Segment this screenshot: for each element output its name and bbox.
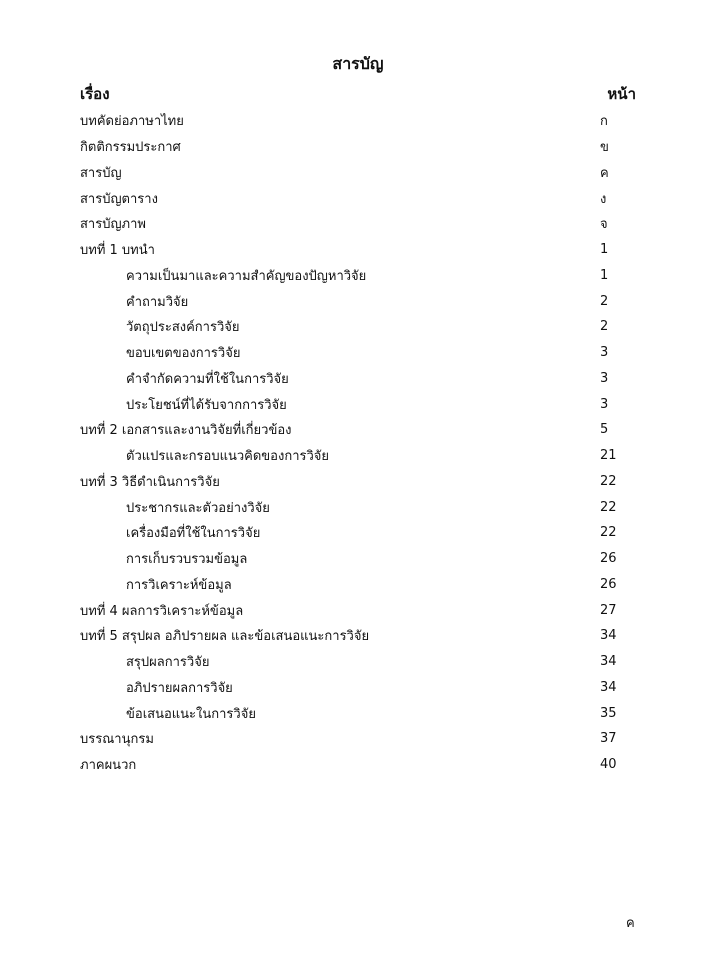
toc-entry-page: 27	[600, 602, 617, 618]
toc-entry-page: 21	[600, 448, 617, 464]
toc-entry-title: อภิปรายผลการวิจัย	[126, 680, 233, 696]
toc-entry-title: สารบัญตาราง	[80, 191, 158, 207]
toc-entry-title: เครื่องมือที่ใช้ในการวิจัย	[126, 526, 261, 542]
toc-entry-page: 2	[600, 319, 609, 335]
toc-entry-title: ประชากรและตัวอย่างวิจัย	[126, 500, 270, 516]
toc-entry	[80, 314, 620, 340]
toc-entry-title: สรุปผลการวิจัย	[126, 655, 210, 671]
toc-entry-page: 34	[600, 679, 617, 695]
toc-entry-page: 26	[600, 551, 617, 567]
toc-entry-page: 40	[600, 757, 617, 773]
toc-entry	[80, 546, 620, 572]
toc-header	[80, 82, 636, 102]
toc-entry	[80, 366, 620, 392]
toc-entry	[80, 391, 620, 417]
toc-entry-title: สารบัญ	[80, 165, 122, 181]
toc-entry-title: การเก็บรวบรวมข้อมูล	[126, 552, 248, 568]
toc-entry	[80, 675, 620, 701]
toc-entry-page: ข	[600, 140, 609, 156]
topic-column-header: เรื่อง	[80, 85, 110, 103]
toc-entry-page: 1	[600, 267, 609, 283]
toc-entry-title: บทที่ 5 สรุปผล อภิปรายผล และข้อเสนอแนะการวิจัย	[80, 629, 370, 645]
toc-entry-page: 34	[600, 654, 617, 670]
toc-entry	[80, 443, 620, 469]
toc-entry	[80, 160, 620, 186]
toc-entry	[80, 288, 620, 314]
toc-entry-page: 2	[600, 293, 609, 309]
toc-entry	[80, 623, 620, 649]
page-title: สารบัญ	[332, 54, 384, 73]
toc-entry-page: 37	[600, 731, 617, 747]
toc-entry	[80, 752, 620, 778]
toc-entry-title: บรรณานุกรม	[80, 732, 154, 748]
toc-entry-page: 22	[600, 499, 617, 515]
toc-entry-title: บทคัดย่อภาษาไทย	[80, 114, 184, 130]
toc-entry	[80, 211, 620, 237]
toc-entry	[80, 417, 620, 443]
toc-entry	[80, 726, 620, 752]
toc-entry	[80, 134, 620, 160]
footer-page-number: ค	[626, 916, 635, 931]
toc-entry-page: 35	[600, 705, 617, 721]
toc-entry-title: ขอบเขตของการวิจัย	[126, 346, 241, 362]
toc-entry	[80, 108, 620, 134]
toc-entry-page: ค	[600, 165, 609, 181]
toc-entry-title: กิตติกรรมประกาศ	[80, 140, 181, 156]
toc-list	[80, 108, 620, 778]
toc-entry	[80, 597, 620, 623]
toc-entry-page: 1	[600, 242, 609, 258]
toc-entry-title: บทที่ 2 เอกสารและงานวิจัยที่เกี่ยวข้อง	[80, 423, 292, 439]
toc-entry-page: 3	[600, 345, 609, 361]
toc-entry	[80, 185, 620, 211]
toc-entry-page: 3	[600, 370, 609, 386]
toc-entry-title: ภาคผนวก	[80, 758, 137, 774]
toc-entry-title: คำถามวิจัย	[126, 294, 189, 310]
toc-entry-page: 26	[600, 576, 617, 592]
toc-entry-page: 3	[600, 396, 609, 412]
toc-entry	[80, 494, 620, 520]
toc-entry-page: 5	[600, 422, 609, 438]
toc-entry-title: คำจำกัดความที่ใช้ในการวิจัย	[126, 371, 289, 387]
toc-entry-title: ตัวแปรและกรอบแนวคิดของการวิจัย	[126, 449, 330, 465]
toc-entry-title: การวิเคราะห์ข้อมูล	[126, 577, 232, 593]
toc-entry-page: จ	[600, 217, 608, 233]
toc-entry	[80, 700, 620, 726]
toc-entry-title: ข้อเสนอแนะในการวิจัย	[126, 706, 256, 722]
toc-entry	[80, 572, 620, 598]
toc-entry	[80, 649, 620, 675]
toc-entry-page: 22	[600, 525, 617, 541]
toc-entry-title: ประโยชน์ที่ได้รับจากการวิจัย	[126, 397, 287, 413]
toc-entry	[80, 520, 620, 546]
toc-entry-title: บทที่ 1 บทนำ	[80, 243, 155, 259]
toc-entry	[80, 340, 620, 366]
toc-entry-page: ก	[600, 114, 608, 130]
toc-entry-title: ความเป็นมาและความสำคัญของปัญหาวิจัย	[126, 268, 367, 284]
toc-entry-title: บทที่ 3 วิธีดำเนินการวิจัย	[80, 474, 220, 490]
toc-entry	[80, 469, 620, 495]
toc-entry-title: สารบัญภาพ	[80, 217, 146, 233]
toc-entry-title: วัตถุประสงค์การวิจัย	[126, 320, 240, 336]
page-column-header: หน้า	[607, 85, 636, 103]
toc-entry	[80, 237, 620, 263]
toc-entry-page: 34	[600, 628, 617, 644]
toc-entry-page: ง	[600, 191, 607, 207]
toc-entry-title: บทที่ 4 ผลการวิเคราะห์ข้อมูล	[80, 603, 244, 619]
toc-entry-page: 22	[600, 473, 617, 489]
toc-entry	[80, 263, 620, 289]
